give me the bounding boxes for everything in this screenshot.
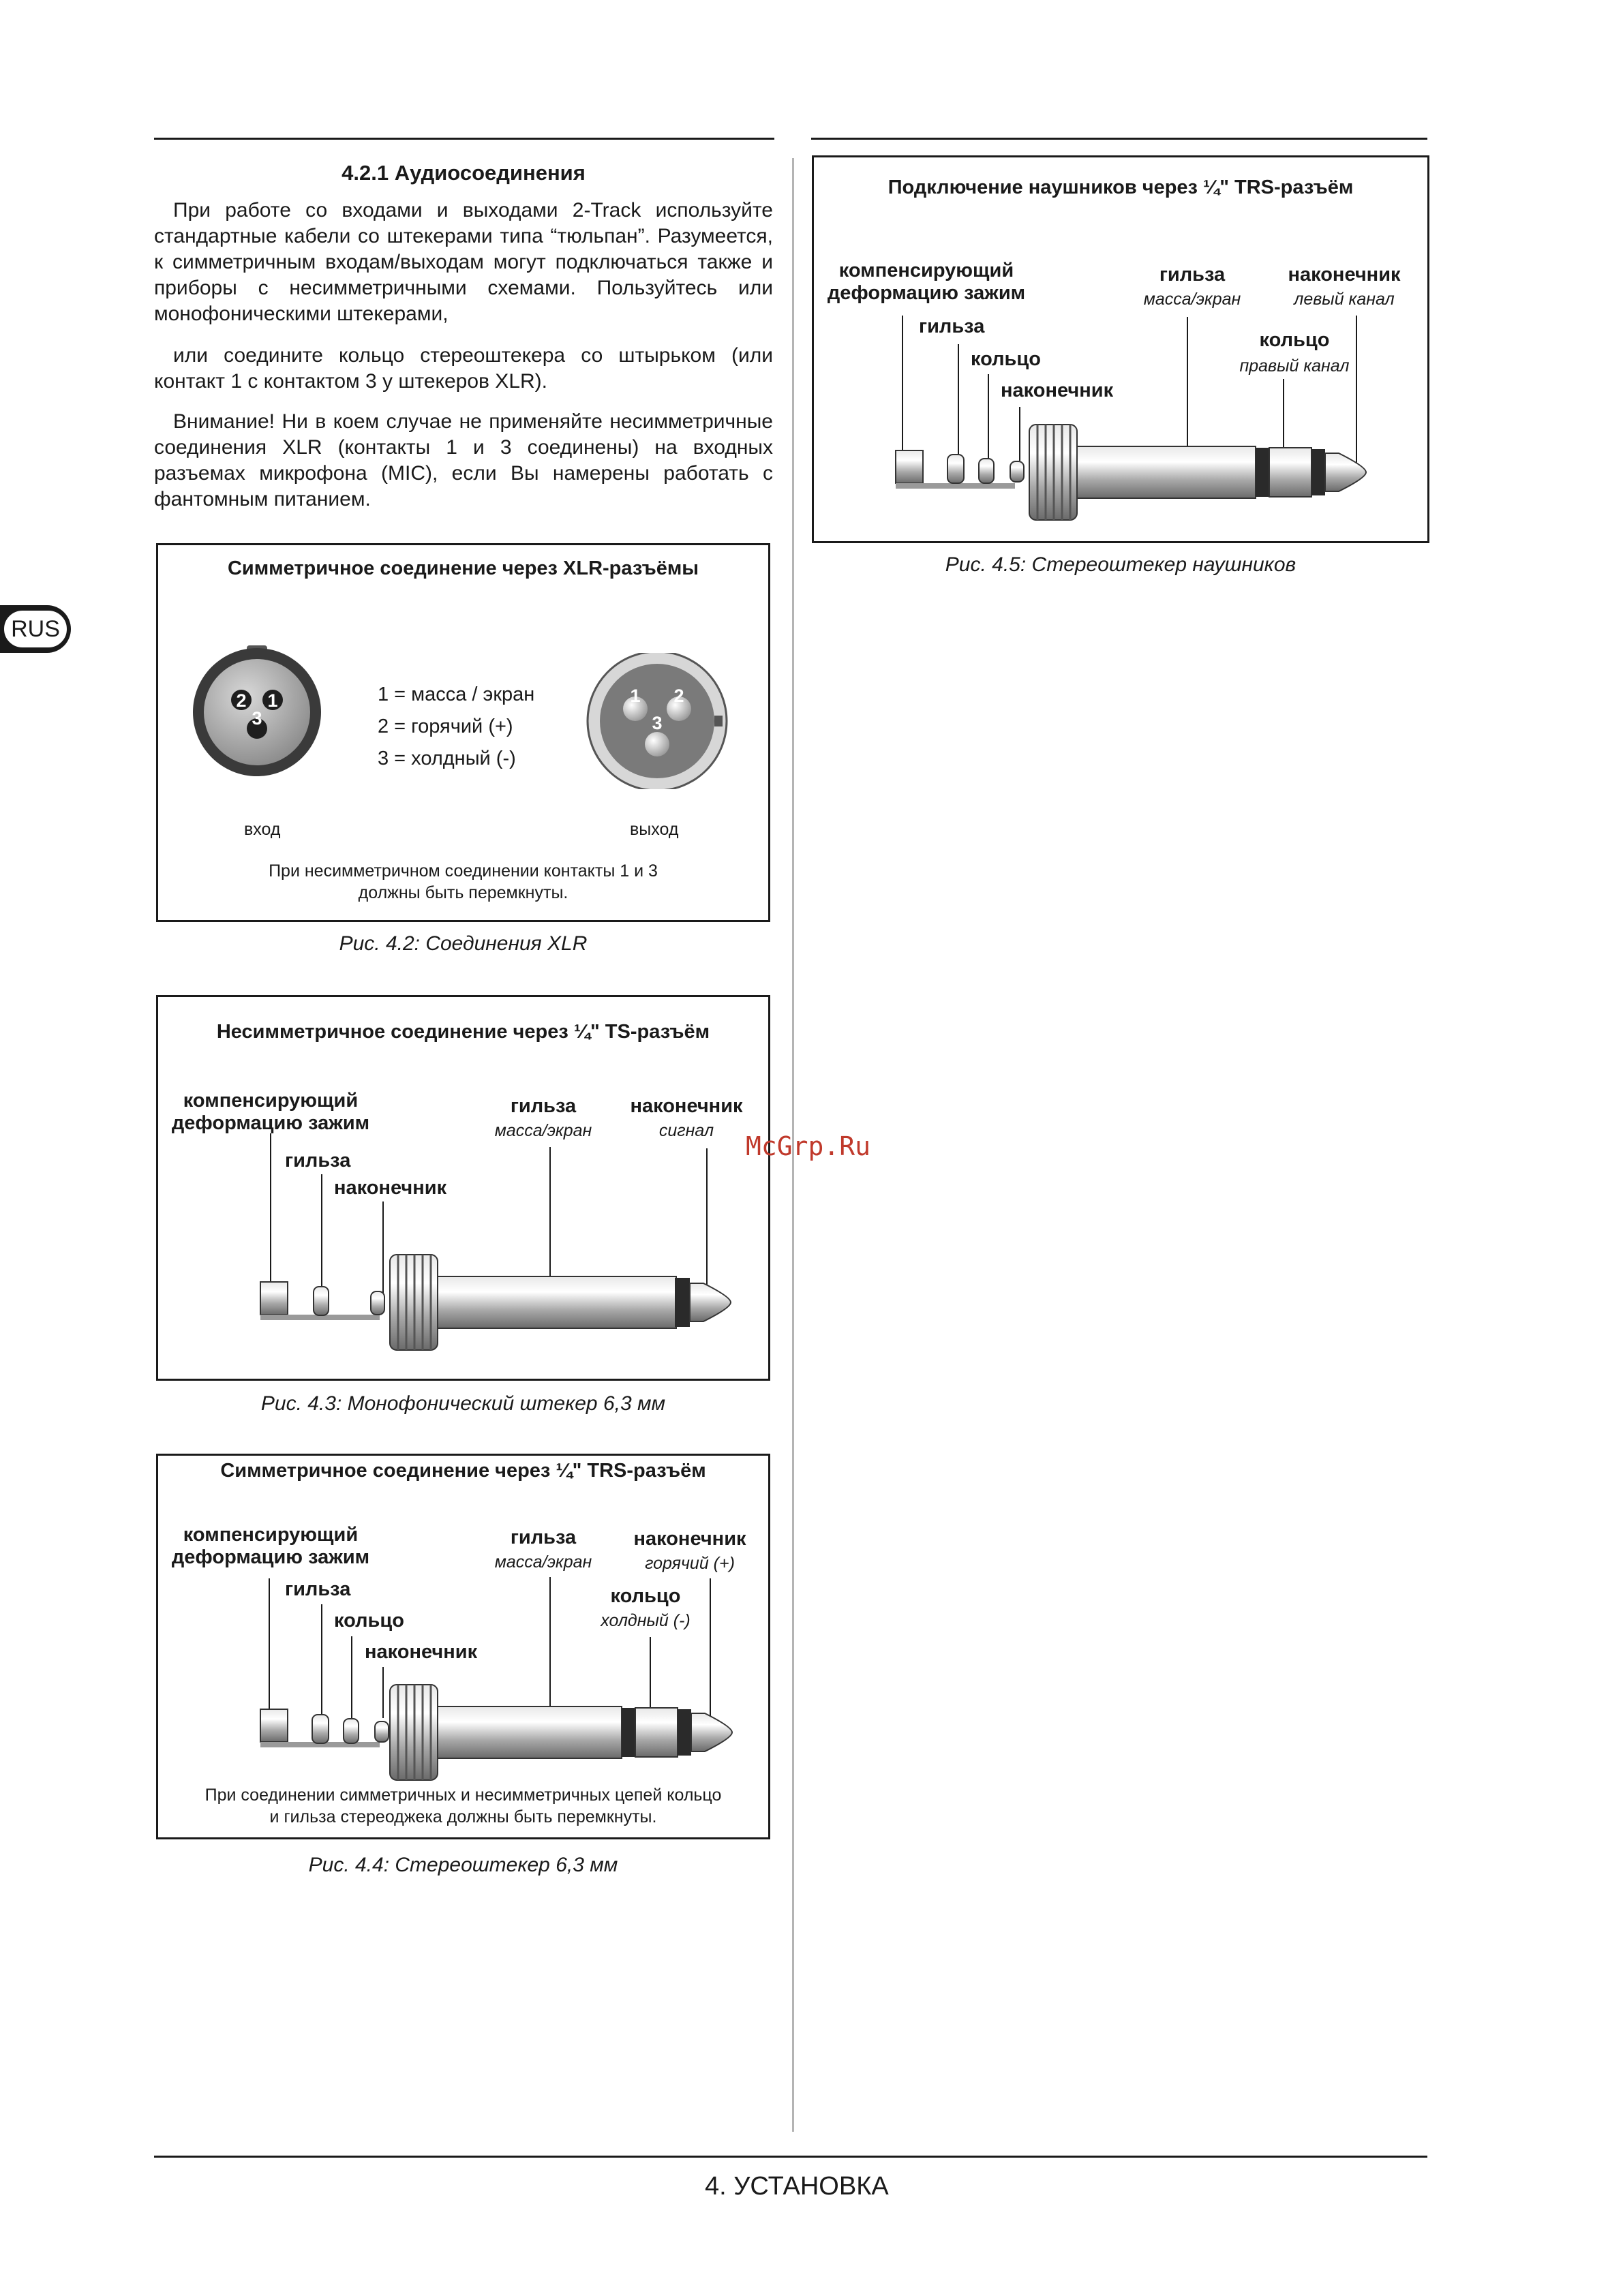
ts-tip-sub-label: сигнал xyxy=(658,1121,714,1140)
trs-tip-sub-label: горячий (+) xyxy=(645,1554,735,1573)
bottom-rule xyxy=(154,2156,1427,2158)
paragraph-2: или соедините кольцо стереоштекера со штырьком (или контакт 1 с контактом 3 у штекеров XLR). xyxy=(154,344,773,393)
figure-xlr-title: Симметричное соединение через XLR-разъёмы xyxy=(227,557,699,579)
ts-sleeve-big-label: гильза xyxy=(510,1095,577,1117)
ts-sleeve-label: гильза xyxy=(285,1150,351,1172)
ts-tip-label: наконечник xyxy=(334,1177,447,1199)
figure-headphones-title: Подключение наушников через ¼" TRS-разъём xyxy=(888,177,1354,198)
trs-ring-label: кольцо xyxy=(334,1610,404,1632)
hp-sleeve-label: гильза xyxy=(919,316,985,337)
hp-clamp-label: компенсирующий деформацию зажим xyxy=(827,260,1026,304)
figure-ts-title: Несимметричное соединение через ¼" TS-разъём xyxy=(216,1021,710,1043)
trs-plug-illustration xyxy=(158,1456,768,1783)
ts-tip-big-label: наконечник xyxy=(630,1095,743,1117)
xlr-male-connector xyxy=(583,653,733,789)
xlr-legend-1: 1 = масса / экран xyxy=(378,684,535,705)
caption-fig-4-5: Рис. 4.5: Стереоштекер наушников xyxy=(945,553,1296,576)
caption-fig-4-3: Рис. 4.3: Монофонический штекер 6,3 мм xyxy=(260,1392,666,1415)
trs-clamp-label: компенсирующий деформацию зажим xyxy=(171,1524,370,1568)
ts-sleeve-sub-label: масса/экран xyxy=(494,1121,592,1140)
hp-ring-label: кольцо xyxy=(971,348,1041,370)
section-title: 4.2.1 Аудиосоединения xyxy=(342,161,586,185)
xlr-in-pin-1: 1 xyxy=(267,690,278,711)
ts-clamp-label: компенсирующий деформацию зажим xyxy=(171,1090,370,1134)
xlr-out-pin-1: 1 xyxy=(630,686,641,706)
trs-ring-big-label: кольцо xyxy=(610,1585,681,1607)
hp-tip-sub-label: левый канал xyxy=(1294,290,1395,309)
xlr-output-label: выход xyxy=(630,820,679,839)
language-badge: RUS xyxy=(3,609,68,649)
figure-trs xyxy=(156,1454,770,1839)
xlr-input-label: вход xyxy=(244,820,281,839)
xlr-in-pin-3: 3 xyxy=(252,708,262,729)
paragraph-3: Внимание! Ни в коем случае не применяйте несимметричные соединения XLR (контакты 1 и 3 соединены) на входных разъемах микрофона (MIC), если Вы намерены работать с фантомным питанием. xyxy=(154,410,773,510)
xlr-in-pin-2: 2 xyxy=(236,690,247,711)
page-footer: 4. УСТАНОВКА xyxy=(705,2172,889,2201)
figure-xlr xyxy=(156,543,770,922)
xlr-out-pin-3: 3 xyxy=(652,713,663,733)
hp-sleeve-sub-label: масса/экран xyxy=(1143,290,1241,309)
caption-fig-4-2: Рис. 4.2: Соединения XLR xyxy=(339,932,588,955)
hp-tip-big-label: наконечник xyxy=(1288,264,1401,286)
headphone-plug-illustration xyxy=(814,157,1427,541)
hp-ring-big-label: кольцо xyxy=(1259,329,1330,351)
trs-tip-label: наконечник xyxy=(365,1641,478,1663)
top-rule-left xyxy=(154,138,774,140)
xlr-note: При несимметричном соединении контакты 1 и 3 должны быть перемкнуты. xyxy=(269,861,658,902)
top-rule-right xyxy=(811,138,1427,140)
hp-tip-label: наконечник xyxy=(1001,380,1114,401)
xlr-female-connector xyxy=(192,644,322,780)
trs-sleeve-big-label: гильза xyxy=(510,1527,577,1548)
caption-fig-4-4: Рис. 4.4: Стереоштекер 6,3 мм xyxy=(308,1854,618,1876)
trs-ring-sub-label: холдный (-) xyxy=(601,1611,691,1630)
figure-trs-title: Симметричное соединение через ¼" TRS-разъём xyxy=(220,1460,706,1482)
trs-tip-big-label: наконечник xyxy=(633,1528,746,1550)
figure-headphones xyxy=(812,155,1429,543)
figure-ts xyxy=(156,995,770,1381)
xlr-out-pin-2: 2 xyxy=(673,686,684,706)
watermark: McGrp.Ru xyxy=(746,1131,871,1161)
trs-note: При соединении симметричных и несимметричных цепей кольцо и гильза стереоджека должны быть перемкнуты. xyxy=(204,1786,722,1826)
xlr-legend-2: 2 = горячий (+) xyxy=(378,716,513,737)
hp-sleeve-big-label: гильза xyxy=(1159,264,1226,286)
trs-sleeve-label: гильза xyxy=(285,1578,351,1600)
trs-sleeve-sub-label: масса/экран xyxy=(494,1552,592,1572)
ts-plug-illustration xyxy=(158,997,768,1379)
hp-ring-sub-label: правый канал xyxy=(1239,356,1350,376)
xlr-legend-3: 3 = холдный (-) xyxy=(378,748,516,769)
paragraph-1: При работе со входами и выходами 2-Track используйте стандартные кабели со штекерами типа “тюльпан”. Разумеется, к симметричным входам/выходам могут подключаться также и приборы с несимметричными схемами. Пользуйтесь или монофоническими штекерами, xyxy=(154,199,773,325)
